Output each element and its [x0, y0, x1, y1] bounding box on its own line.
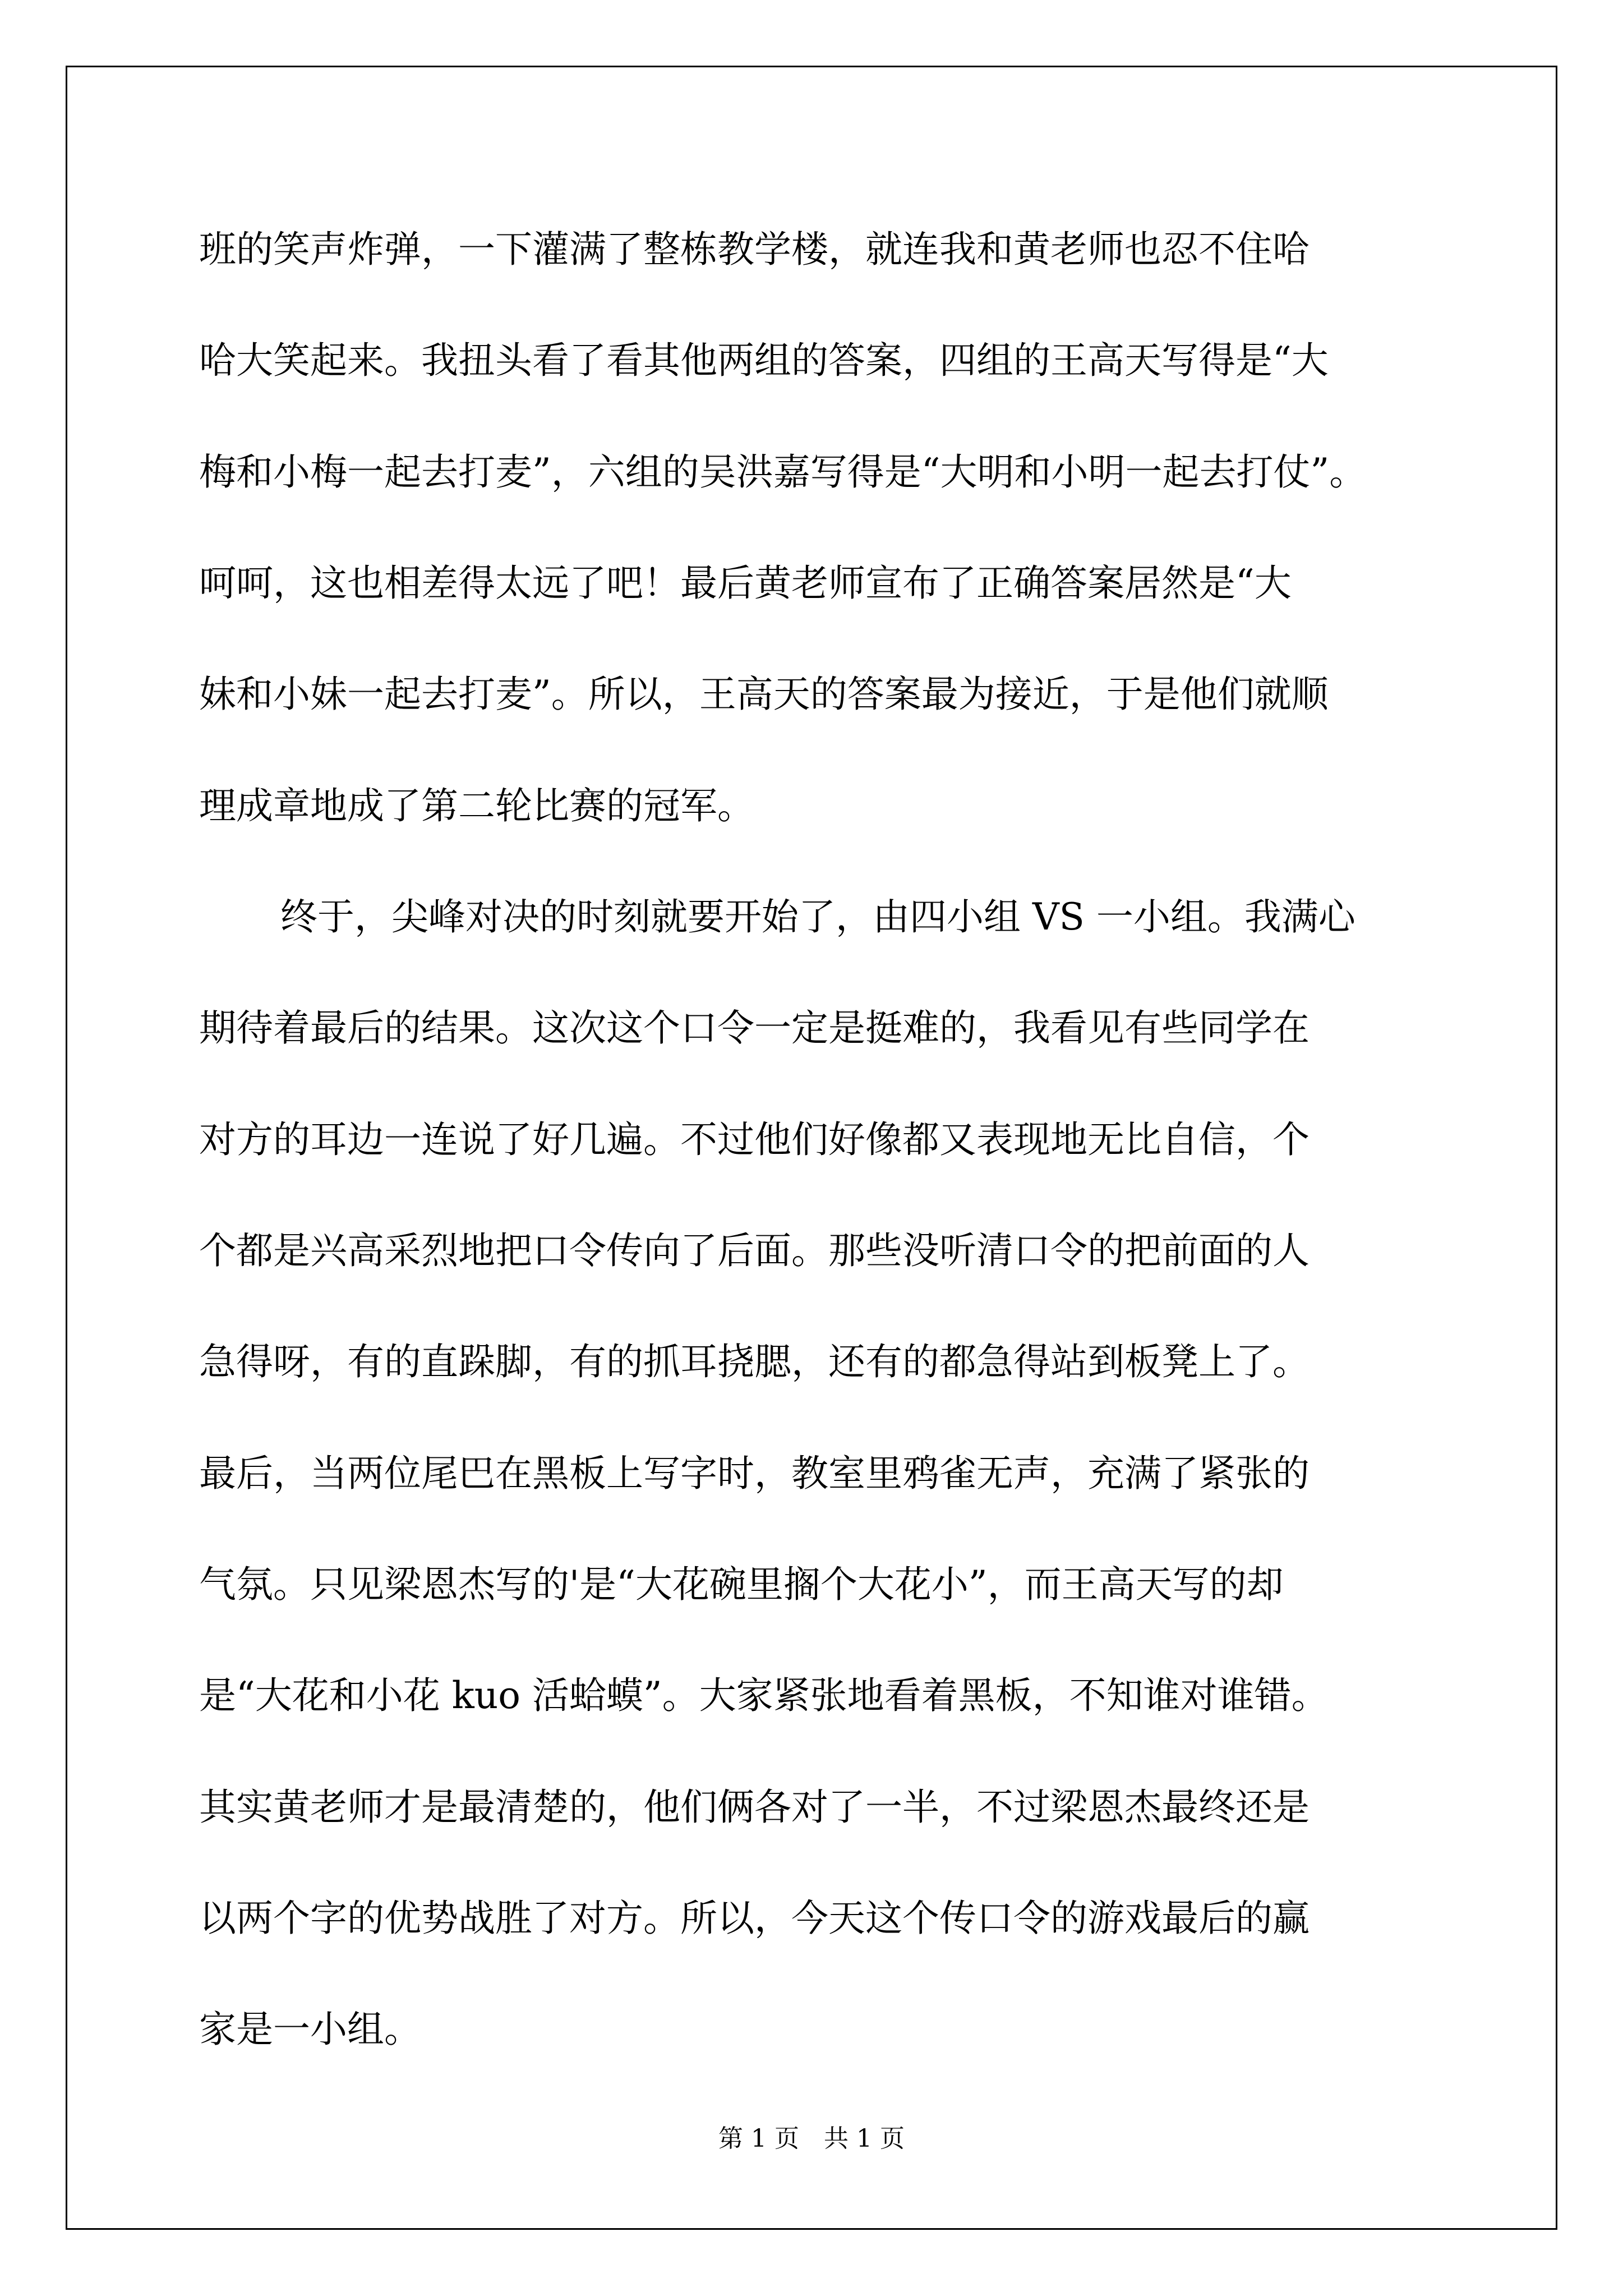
text-line: 最后，当两位尾巴在黑板上写字时，教室里鸦雀无声，充满了紧张的	[199, 1452, 1310, 1495]
paragraph-first-line: 终于，尖峰对决的时刻就要开始了，由四小组 VS 一小组。我满心	[280, 895, 1355, 938]
text-line: 梅和小梅一起去打麦”，六组的吴洪嘉写得是“大明和小明一起去打仗”。	[199, 450, 1367, 494]
text-line: 急得呀，有的直跺脚，有的抓耳挠腮，还有的都急得站到板凳上了。	[199, 1340, 1310, 1383]
text-line: 呵呵，这也相差得太远了吧！最后黄老师宣布了正确答案居然是“大	[199, 562, 1292, 605]
text-line: 是“大花和小花 kuo 活蛤蟆”。大家紧张地看着黑板，不知谁对谁错。	[199, 1674, 1329, 1717]
text-line: 个都是兴高采烈地把口令传向了后面。那些没听清口令的把前面的人	[199, 1229, 1310, 1272]
text-line: 期待着最后的结果。这次这个口令一定是挺难的，我看见有些同学在	[199, 1006, 1310, 1050]
page-number: 第 1 页 共 1 页	[718, 2124, 905, 2153]
text-line: 以两个字的优势战胜了对方。所以，今天这个传口令的游戏最后的赢	[199, 1897, 1310, 1940]
text-line: 对方的耳边一连说了好几遍。不过他们好像都又表现地无比自信，个	[199, 1118, 1310, 1161]
text-line: 哈大笑起来。我扭头看了看其他两组的答案，四组的王高天写得是“大	[199, 339, 1329, 382]
text-line: 班的笑声炸弹，一下灌满了整栋教学楼，就连我和黄老师也忍不住哈	[199, 228, 1310, 271]
text-line: 其实黄老师才是最清楚的，他们俩各对了一半，不过梁恩杰最终还是	[199, 1786, 1310, 1829]
text-line: 家是一小组。	[199, 2008, 421, 2051]
text-line: 妹和小妹一起去打麦”。所以，王高天的答案最为接近，于是他们就顺	[199, 673, 1329, 716]
text-line: 理成章地成了第二轮比赛的冠军。	[199, 784, 754, 827]
text-line: 气氛。只见梁恩杰写的'是“大花碗里搁个大花小”，而王高天写的却	[199, 1563, 1284, 1606]
